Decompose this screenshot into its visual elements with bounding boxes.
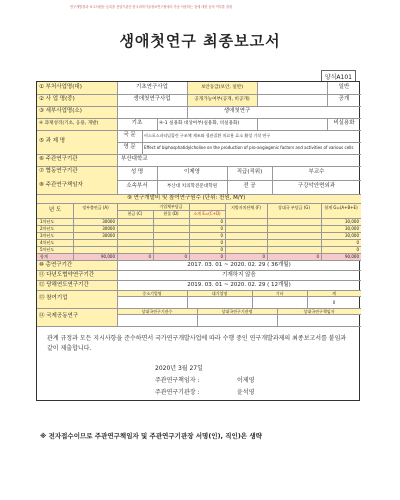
pi-dept-label: 소속부서: [126, 183, 148, 189]
budget-subtotal: 0: [220, 233, 223, 238]
budget-gov-header: 정부출연금 (A): [82, 205, 109, 210]
company-sum-header: 계: [332, 291, 336, 296]
multiyear-period-label: ⑪ 다년도협약연구기간: [39, 272, 95, 278]
row-line: [37, 118, 361, 119]
row-line: [37, 94, 361, 95]
budget-total: 30,000: [345, 233, 359, 238]
budget-gov: 30000: [102, 219, 115, 224]
ministry-program-value: 기초연구사업: [136, 84, 168, 90]
form-number-badge: 양식A101: [321, 70, 356, 83]
english-title-value: Effect of biphosphatidylcholine on the production of pro-angiogenic factors and activities of various cells: [144, 145, 354, 150]
pi-name-label: 성 명: [130, 169, 144, 175]
budget-gov: 30000: [102, 226, 115, 231]
budget-year: 3차년도: [40, 233, 55, 238]
budget-subtotal: 0: [220, 240, 223, 245]
budget-year: 2차년도: [40, 226, 55, 231]
pi-major-value: 구강악안면외과: [297, 183, 336, 189]
col-line: [225, 203, 226, 260]
col-line: [267, 203, 268, 260]
submission-statement: 관계 규정과 모든 지시사항을 준수하면서 국가연구개발사업에 따라 수행 중인 연구개발과제의 최종보고서를 붙임과 같이 제출합니다.: [47, 335, 347, 352]
row-line: [37, 280, 361, 281]
budget-total: 0: [356, 240, 359, 245]
submission-date: 2020년 3월 27일: [155, 365, 203, 372]
row-line: [117, 142, 361, 143]
lead-institution-value: 부산대학교: [121, 156, 148, 162]
large-company-header: 대기업명: [211, 291, 228, 296]
pi-name-value: 이제영: [184, 169, 200, 175]
pi-label: ⑧ 주관연구책임자: [39, 182, 83, 188]
company-sum-value: 0: [332, 300, 336, 305]
other-company-header: 기타: [275, 291, 284, 296]
budget-sum-local: 0: [262, 254, 265, 259]
security-level-label: 보안등급(보안, 일반): [200, 85, 243, 90]
participating-companies-label: ⑬ 참여기업: [39, 295, 68, 301]
budget-sum-inkind: 0: [184, 254, 187, 259]
col-line: [257, 82, 258, 106]
project-title-label: ⑤ 과 제 명: [39, 138, 66, 144]
budget-year: 4차년도: [40, 240, 55, 245]
budget-subtotal: 0: [220, 219, 223, 224]
multiyear-period-value: 기재하지 않음: [222, 272, 256, 278]
total-period-label: ⑩ 총연구기간: [39, 262, 73, 268]
row-line: [37, 260, 361, 261]
budget-sum-year: 합계: [40, 254, 48, 259]
page-title: 생애첫연구 최종보고서: [119, 32, 281, 50]
security-level-value: 일반: [338, 84, 350, 90]
pi-major-label: 전 공: [243, 183, 256, 189]
header-note: 연구개발성과 보고서원문 등록을 전담기관인 한국과학기술정보연구원에서 가공·이용하는 것에 대한 동의 여부를 결정: [70, 5, 233, 9]
project-nature-value: 기초: [131, 120, 143, 126]
lead-institution-label: ⑥ 주관연구기관: [39, 156, 78, 162]
ministry-program-label: ① 부처사업명(대): [39, 84, 82, 90]
col-line: [157, 118, 158, 130]
pi-dept-value: 부산대 치의학전문대학원: [166, 184, 218, 189]
intl-joint-label: ⑭ 국제공동연구: [39, 313, 79, 319]
electronic-submission-note: ※ 전자접수이므로 주관연구책임자 및 주관연구기관장 서명(인), 직인)은 생략: [40, 432, 262, 440]
budget-section-label: ⑨ 연구개발비 및 참여연구원수 (단위: 천원, M/Y): [127, 195, 246, 201]
report-form: [36, 81, 360, 401]
budget-subtotal: 0: [220, 226, 223, 231]
budget-sum-gov: 90,000: [101, 254, 115, 259]
english-title-label: 영 문: [123, 144, 136, 150]
budget-year: 5차년도: [40, 247, 55, 252]
col-line: [257, 118, 258, 130]
practical-use-label: ④-1 실용화 대상여부(실용화, 비실용화): [159, 121, 240, 126]
col-line: [142, 130, 143, 154]
budget-total: 30,000: [345, 219, 359, 224]
row-line: [37, 106, 361, 107]
coop-institution-label: ⑦ 협동연구기관: [39, 168, 78, 174]
current-period-label: ⑫ 당해연도연구기간: [39, 282, 89, 288]
row-line: [37, 326, 361, 327]
total-period-value: 2017. 03. 01 ~ 2020. 02. 29 ( 36개월): [187, 262, 291, 268]
budget-year: 1차년도: [40, 219, 55, 224]
budget-total: 0: [356, 247, 359, 252]
row-line: [117, 296, 361, 297]
budget-sum-subtotal: 0: [220, 254, 223, 259]
inst-head-label: 주관연구기관장 :: [155, 389, 200, 396]
budget-sum-total: 90,000: [345, 254, 359, 259]
budget-total: 30,000: [345, 226, 359, 231]
budget-gov: 30000: [102, 233, 115, 238]
disclosure-value: 공개: [338, 96, 350, 102]
pi-position-value: 부교수: [308, 169, 325, 175]
row-line: [117, 314, 361, 315]
partner-inst-header: 상대국연구기관명: [221, 309, 253, 314]
budget-local-header: 지방자치단체 (F): [231, 205, 261, 210]
budget-year-header: 년 도: [48, 207, 62, 213]
disclosure-label: 공개가능여부(공개, 비공개): [194, 97, 250, 102]
budget-subtotal-header: 소계 E=(C+D): [193, 211, 221, 216]
korean-title-value: 비스포스파티딜콜린 구조체 제조와 혈관질환 치료용 효소 활성 기작 연구: [144, 133, 271, 138]
pi-sign-label: 주관연구책임자 :: [155, 377, 200, 384]
program-name-label: ② 사 업 명(중): [39, 96, 75, 102]
program-name-value: 생애첫연구사업: [133, 96, 171, 102]
row-line: [37, 270, 361, 271]
budget-sum-cash: 0: [148, 254, 151, 259]
inst-head-name: 윤석영: [237, 389, 255, 396]
budget-inkind-header: 현물 (D): [163, 211, 179, 216]
row-line: [37, 154, 361, 155]
current-period-value: 2019. 03. 01 ~ 2020. 02. 29 ( 12개월): [187, 282, 291, 288]
sub-program-value: 생애첫연구: [223, 108, 251, 114]
korean-title-label: 국 문: [123, 132, 136, 138]
col-line: [153, 210, 154, 260]
pi-sign-name: 이제영: [237, 377, 255, 384]
col-line: [73, 203, 74, 260]
sme-header: 중소기업명: [142, 291, 162, 296]
budget-company-header: 기업체부담금: [159, 204, 183, 209]
project-nature-label: ④ 과제성격(기초, 응용, 개발): [39, 121, 99, 126]
partner-researcher-header: 상대국연구책임자: [303, 309, 335, 314]
budget-subtotal: 0: [220, 247, 223, 252]
budget-cash-header: 현금 (C): [127, 211, 143, 216]
budget-sum-other: 0: [316, 254, 319, 259]
sub-program-label: ③ 세부사업명(소): [39, 108, 82, 114]
pi-position-label: 직급(직위): [236, 169, 263, 175]
partner-country-header: 상대국연구기관수: [141, 309, 173, 314]
budget-total-header: 합계 G=(A+B+E): [324, 205, 358, 210]
row-line: [37, 166, 361, 167]
budget-other-header: 상대국 부담금 (G): [278, 205, 310, 210]
row-line: [37, 130, 361, 131]
practical-use-value: 비실용화: [333, 120, 355, 126]
row-line: [117, 180, 361, 181]
